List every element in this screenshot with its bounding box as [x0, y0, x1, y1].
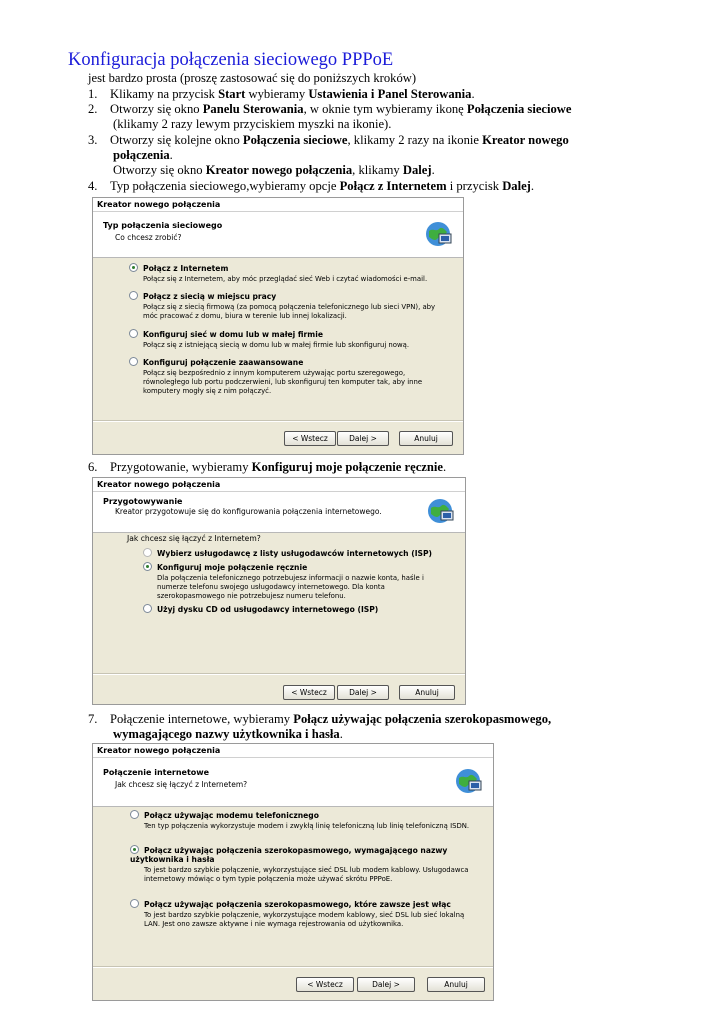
step-text-bold: Połącz z Internetem [339, 179, 447, 193]
option-label: Połącz używając połączenia szerokopasmowego, które zawsze jest włąc [144, 900, 451, 909]
step-text: , w oknie tym wybieramy ikonę [303, 102, 467, 116]
option-description: Połącz się z Internetem, aby móc przeglądać sieć Web i czytać wiadomości e-mail. [143, 275, 428, 283]
wizard-option[interactable] [129, 357, 449, 396]
radio-icon[interactable] [130, 810, 139, 819]
step-text: Przygotowanie, wybieramy [110, 460, 252, 474]
wizard-option[interactable] [129, 263, 449, 284]
step-text-bold: Ustawienia i Panel Sterowania [308, 87, 472, 101]
wizard-header [93, 492, 465, 533]
wizard-option[interactable] [129, 291, 449, 321]
option-description: Dla połączenia telefonicznego potrzebujesz informacji o nazwie konta, haśle i numerze telefonu swojego usługodawcy internetowego. Dla konta szerokopasmowego nie potrzebujesz numeru telefonu. [157, 574, 424, 600]
wizard-header [93, 212, 463, 258]
step-3 [88, 133, 569, 148]
option-label: Użyj dysku CD od usługodawcy internetowego (ISP) [157, 605, 379, 614]
option-description: To jest bardzo szybkie połączenie, wykorzystujące modem kablowy, sieć DSL lub sieć lokalną LAN. Jest ono zawsze aktywne i nie wymaga rejestrowania od użytkownika. [144, 911, 465, 928]
step-text-bold: Dalej [402, 163, 432, 177]
step-3-continuation [113, 148, 173, 163]
wizard-option[interactable] [130, 810, 480, 831]
step-text-bold: Połącz używając połączenia szerokopasmowego, [293, 712, 552, 726]
step-text: . [471, 87, 475, 101]
wizard-subheading: Kreator przygotowuje się do konfigurowania połączenia internetowego. [115, 507, 382, 516]
step-text-bold: Połączenia sieciowe [242, 133, 348, 147]
option-label: Połącz z Internetem [143, 264, 229, 273]
step-2 [88, 102, 572, 117]
option-description: Połącz się z siecią firmową (za pomocą połączenia telefonicznego lub sieci VPN), aby móc pracować z domu, biura w terenie lub innej lokalizacji. [143, 303, 436, 320]
step-text: i przycisk [446, 179, 503, 193]
wizard-option[interactable] [143, 548, 453, 558]
option-description: To jest bardzo szybkie połączenie, wykorzystujące sieć DSL lub modem kablowy. Usługodawca internetowy mówiąc o tym typie połączenia może używać skrótu PPPoE. [144, 866, 469, 883]
step-text: Typ połączenia sieciowego,wybieramy opcje [110, 179, 340, 193]
radio-icon[interactable] [143, 604, 152, 613]
network-globe-icon [453, 766, 483, 796]
wizard-title-bar: Kreator nowego połączenia [93, 198, 463, 212]
step-text-bold: Kreator nowego [482, 133, 569, 147]
wizard-option[interactable] [130, 845, 475, 884]
wizard-screenshot-preparation [92, 477, 466, 705]
radio-icon[interactable] [129, 291, 138, 300]
wizard-subheading: Co chcesz zrobić? [115, 233, 182, 242]
step-text-bold: Dalej [502, 179, 531, 193]
wizard-question: Jak chcesz się łączyć z Internetem? [127, 534, 261, 543]
step-3-continuation-2 [113, 163, 435, 178]
step-text: Klikamy na przycisk [110, 87, 219, 101]
cancel-button[interactable]: Anuluj [399, 431, 453, 446]
cancel-button[interactable]: Anuluj [399, 685, 455, 700]
intro-text: jest bardzo prosta (proszę zastosować się do poniższych kroków) [88, 71, 417, 85]
option-label: Konfiguruj sieć w domu lub w małej firmie [143, 330, 323, 339]
step-text: Otworzy się kolejne okno [110, 133, 243, 147]
step-text-bold: Konfiguruj moje połączenie ręcznie [251, 460, 443, 474]
option-label: Konfiguruj moje połączenie ręcznie [157, 563, 308, 572]
step-text-bold: Panelu Sterowania [202, 102, 304, 116]
network-globe-icon [425, 496, 455, 526]
wizard-heading: Przygotowywanie [103, 497, 183, 506]
wizard-heading: Typ połączenia sieciowego [103, 221, 223, 230]
step-number: 2. [88, 102, 98, 116]
wizard-header [93, 758, 493, 807]
radio-icon[interactable] [129, 329, 138, 338]
back-button[interactable]: < Wstecz [296, 977, 354, 992]
step-text: . [431, 163, 435, 177]
option-label: Połącz z siecią w miejscu pracy [143, 292, 277, 301]
step-text-bold: Kreator nowego połączenia [205, 163, 353, 177]
step-text-bold: połączenia [113, 148, 170, 162]
step-7-continuation [113, 727, 343, 742]
wizard-separator [93, 673, 465, 675]
wizard-option[interactable] [143, 562, 453, 601]
step-number: 6. [88, 460, 98, 474]
step-text: Otworzy się okno [110, 102, 203, 116]
wizard-title-bar: Kreator nowego połączenia [93, 744, 493, 758]
step-7 [88, 712, 551, 727]
step-text: , klikamy [352, 163, 403, 177]
step-1 [88, 87, 475, 102]
wizard-heading: Połączenie internetowe [103, 768, 210, 777]
radio-selected-icon[interactable] [129, 263, 138, 272]
document-title: Konfiguracja połączenia sieciowego PPPoE [68, 50, 394, 70]
step-number: 1. [88, 87, 98, 101]
cancel-button[interactable]: Anuluj [427, 977, 485, 992]
option-description: Połącz się z istniejącą siecią w domu lub w małej firmie lub skonfiguruj nową. [143, 341, 410, 349]
step-number: 7. [88, 712, 98, 726]
wizard-screenshot-connection-type [92, 197, 464, 455]
option-description: Ten typ połączenia wykorzystuje modem i zwykłą linię telefoniczną lub linię telefoniczną ISDN. [144, 822, 470, 830]
radio-icon[interactable] [143, 548, 152, 557]
step-text: . [169, 148, 173, 162]
step-text: . [442, 460, 447, 474]
wizard-option[interactable] [130, 899, 475, 929]
next-button[interactable]: Dalej > [337, 685, 389, 700]
wizard-subheading: Jak chcesz się łączyć z Internetem? [115, 780, 248, 789]
radio-selected-icon[interactable] [130, 845, 139, 854]
back-button[interactable]: < Wstecz [284, 431, 336, 446]
step-6 [88, 460, 446, 475]
step-text: , klikamy 2 razy na ikonie [347, 133, 483, 147]
step-text: Połączenie internetowe, wybieramy [110, 712, 294, 726]
network-globe-icon [423, 219, 453, 249]
next-button[interactable]: Dalej > [337, 431, 389, 446]
radio-icon[interactable] [129, 357, 138, 366]
step-text-bold: wymagającego nazwy użytkownika i hasła [113, 727, 340, 741]
option-label: Konfiguruj połączenie zaawansowane [143, 358, 304, 367]
wizard-option[interactable] [129, 329, 449, 350]
back-button[interactable]: < Wstecz [283, 685, 335, 700]
wizard-option[interactable] [143, 604, 453, 614]
step-text: Otworzy się okno [113, 163, 206, 177]
wizard-screenshot-internet-connection [92, 743, 494, 1001]
step-text-bold: Połączenia sieciowe [466, 102, 572, 116]
step-text: . [339, 727, 343, 741]
wizard-separator [93, 420, 463, 422]
step-text: . [530, 179, 535, 193]
step-text: wybieramy [245, 87, 309, 101]
step-4 [88, 179, 534, 194]
step-2-continuation: (klikamy 2 razy lewym przyciskiem myszki na ikonie). [113, 117, 392, 131]
option-label: Połącz używając połączenia szerokopasmowego, wymagającego nazwy użytkownika i hasła [130, 846, 448, 864]
wizard-title-bar: Kreator nowego połączenia [93, 478, 465, 492]
radio-icon[interactable] [130, 899, 139, 908]
option-label: Połącz używając modemu telefonicznego [144, 811, 319, 820]
next-button[interactable]: Dalej > [357, 977, 415, 992]
step-number: 4. [88, 179, 98, 193]
option-description: Połącz się bezpośrednio z innym komputerem używając portu szeregowego, równoległego lub portu podczerwieni, lub skonfiguruj ten komputer tak, aby inne komputery mogły się z nim połączyć. [143, 369, 423, 395]
option-label: Wybierz usługodawcę z listy usługodawców internetowych (ISP) [157, 549, 433, 558]
step-number: 3. [88, 133, 98, 147]
wizard-separator [93, 966, 493, 968]
radio-selected-icon[interactable] [143, 562, 152, 571]
step-text-bold: Start [218, 87, 246, 101]
